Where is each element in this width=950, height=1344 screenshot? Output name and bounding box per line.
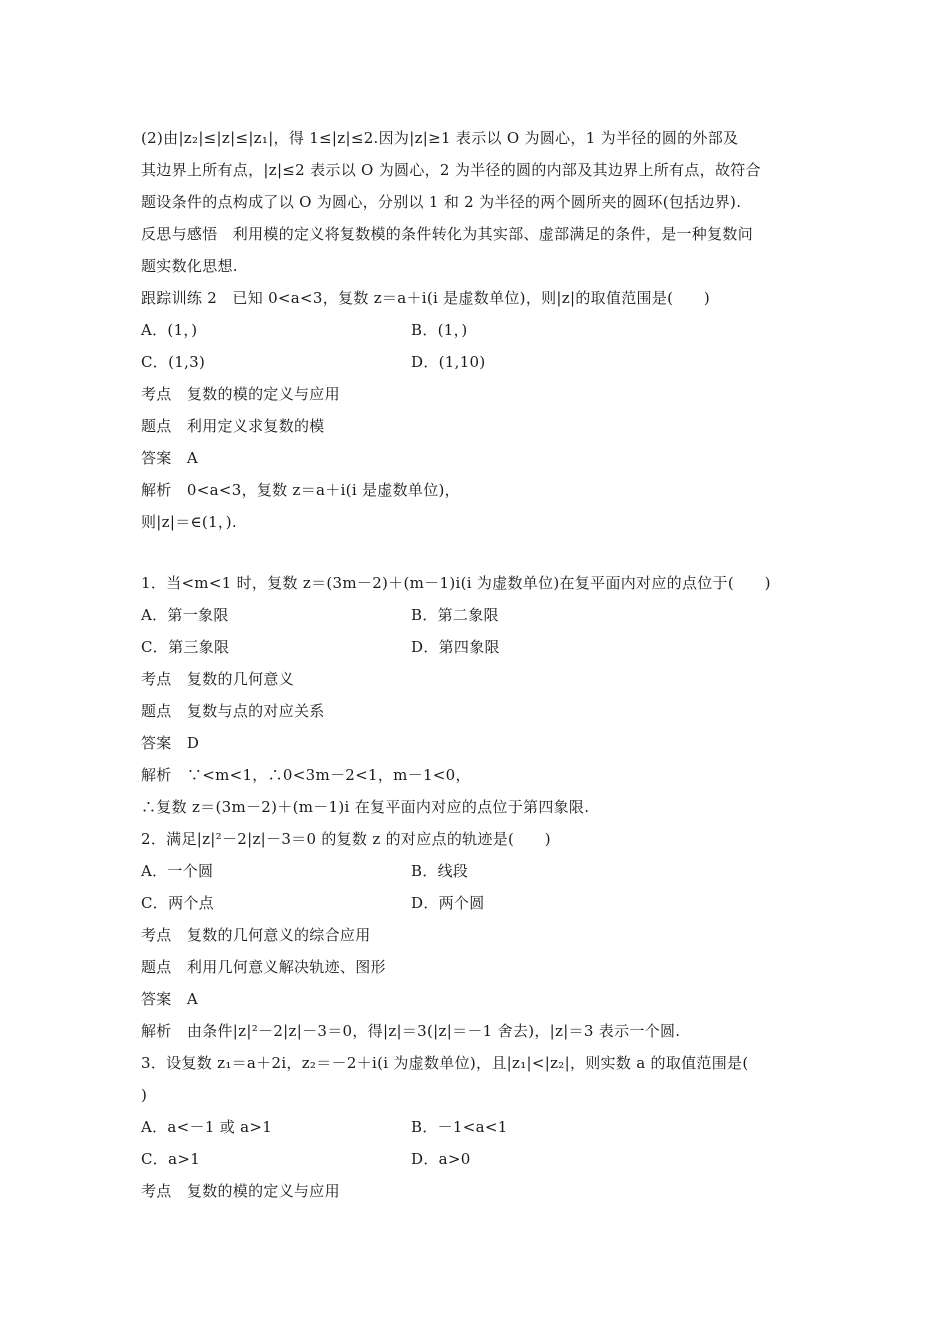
q3-kaodian: 考点 复数的模的定义与应用 [141, 1182, 340, 1200]
part2-line-3: 题设条件的点构成了以 O 为圆心，分别以 1 和 2 为半径的两个圆所夹的圆环(包括边界). [141, 193, 742, 211]
training2-option-a: A．(1，) [141, 321, 198, 339]
q1-option-a: A．第一象限 [141, 606, 229, 624]
training2-option-c: C．(1,3) [141, 353, 206, 371]
q2-answer: 答案 A [141, 990, 199, 1008]
q2-option-d: D．两个圆 [411, 894, 485, 912]
q3-option-a: A．a<－1 或 a>1 [141, 1118, 273, 1136]
reflection-line-1: 反思与感悟 利用模的定义将复数模的条件转化为其实部、虚部满足的条件，是一种复数问 [141, 225, 754, 243]
training2-analysis-2: 则|z|＝∈(1，). [141, 513, 237, 531]
training2-option-d: D．(1,10) [411, 353, 486, 371]
q1-answer: 答案 D [141, 734, 200, 752]
q1-analysis-1: 解析 ∵<m<1，∴0<3m－2<1，m－1<0， [141, 766, 471, 784]
training2-kaodian: 考点 复数的模的定义与应用 [141, 385, 340, 403]
q3-option-c: C．a>1 [141, 1150, 201, 1168]
q3-option-d: D．a>0 [411, 1150, 471, 1168]
q3-question-line-1: 3．设复数 z₁＝a＋2i，z₂＝－2＋i(i 为虚数单位)，且|z₁|<|z₂|，则实数 a 的取值范围是( [141, 1054, 749, 1072]
q2-tidian: 题点 利用几何意义解决轨迹、图形 [141, 958, 386, 976]
part2-line-2: 其边界上所有点，|z|≤2 表示以 O 为圆心，2 为半径的圆的内部及其边界上所有点，故符合 [141, 161, 761, 179]
q1-option-d: D．第四象限 [411, 638, 500, 656]
q2-option-c: C．两个点 [141, 894, 214, 912]
q3-option-b: B．－1<a<1 [411, 1118, 508, 1136]
q1-option-c: C．第三象限 [141, 638, 230, 656]
q1-question: 1．当<m<1 时，复数 z＝(3m－2)＋(m－1)i(i 为虚数单位)在复平面内对应的点位于( ) [141, 574, 771, 592]
q1-kaodian: 考点 复数的几何意义 [141, 670, 295, 688]
part2-line-1: (2)由|z₂|≤|z|≤|z₁|，得 1≤|z|≤2.因为|z|≥1 表示以 O 为圆心，1 为半径的圆的外部及 [141, 129, 739, 147]
q2-option-b: B．线段 [411, 862, 469, 880]
q3-question-line-2: ) [141, 1086, 148, 1104]
q2-option-a: A．一个圆 [141, 862, 214, 880]
q1-analysis-2: ∴复数 z＝(3m－2)＋(m－1)i 在复平面内对应的点位于第四象限. [141, 798, 590, 816]
training2-answer: 答案 A [141, 449, 199, 467]
training2-option-b: B．(1，) [411, 321, 468, 339]
q2-analysis-1: 解析 由条件|z|²－2|z|－3＝0，得|z|＝3(|z|＝－1 舍去)，|z|＝3 表示一个圆. [141, 1022, 681, 1040]
q2-question: 2．满足|z|²－2|z|－3＝0 的复数 z 的对应点的轨迹是( ) [141, 830, 551, 848]
q1-option-b: B．第二象限 [411, 606, 499, 624]
reflection-line-2: 题实数化思想. [141, 257, 238, 275]
q2-kaodian: 考点 复数的几何意义的综合应用 [141, 926, 371, 944]
q1-tidian: 题点 复数与点的对应关系 [141, 702, 325, 720]
training2-analysis-1: 解析 0<a<3，复数 z＝a＋i(i 是虚数单位)， [141, 481, 460, 499]
training2-tidian: 题点 利用定义求复数的模 [141, 417, 325, 435]
training2-question: 跟踪训练 2 已知 0<a<3，复数 z＝a＋i(i 是虚数单位)，则|z|的取值范围是( ) [141, 289, 711, 307]
